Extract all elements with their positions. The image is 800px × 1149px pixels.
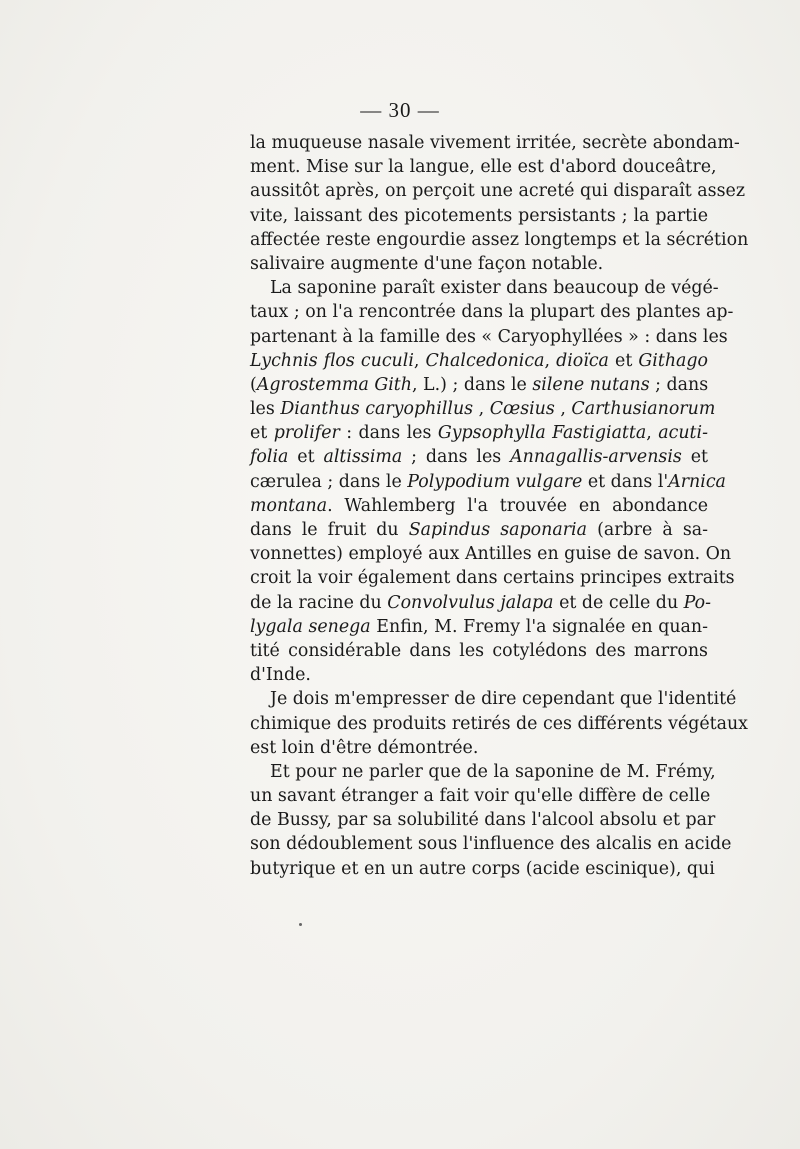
text-line: aussitôt après, on perçoit une acreté qui disparaît assez: [250, 181, 745, 202]
text-line: Je dois m'empresser de dire cependant que l'identité: [270, 689, 737, 710]
text-line: montana. Wahlemberg l'a trouvée en abondance: [250, 495, 708, 516]
text-line: ment. Mise sur la langue, elle est d'abord douceâtre,: [250, 157, 717, 178]
text-line: (Agrostemma Gith, L.) ; dans le silene nutans ; dans: [250, 374, 709, 395]
text-line: La saponine paraît exister dans beaucoup de végé-: [270, 278, 719, 299]
text-line: affectée reste engourdie assez longtemps et la sécrétion: [250, 229, 749, 250]
text-line: de la racine du Convolvulus jalapa et de celle du Po-: [250, 592, 712, 613]
text-line: est loin d'être démontrée.: [250, 737, 479, 758]
text-line: un savant étranger a fait voir qu'elle diffère de celle: [250, 786, 711, 807]
text-line: dans le fruit du Sapindus saponaria (arbre à sa-: [250, 520, 709, 540]
text-line: lygala senega Enfin, M. Fremy l'a signalée en quan-: [250, 616, 708, 637]
text-line: cærulea ; dans le Polypodium vulgare et dans l'Arnica: [250, 471, 726, 492]
text-line: taux ; on l'a rencontrée dans la plupart des plantes ap-: [250, 302, 734, 323]
text-line: son dédoublement sous l'influence des alcalis en acide: [250, 834, 732, 855]
text-line: croit la voir également dans certains principes extraits: [250, 568, 735, 589]
text-line: tité considérable dans les cotylédons des marrons: [250, 640, 708, 661]
text-line: et prolifer : dans les Gypsophylla Fastigiatta, acuti-: [250, 423, 708, 444]
text-line: folia et altissima ; dans les Annagallis-arvensis et: [250, 447, 709, 468]
text-line: les Dianthus caryophillus , Cœsius , Carthusianorum: [250, 399, 716, 420]
text-line: Et pour ne parler que de la saponine de M. Frémy,: [270, 761, 716, 782]
text-line: Lychnis flos cuculi, Chalcedonica, dioïca et Githago: [250, 350, 709, 371]
text-line: d'Inde.: [250, 665, 311, 686]
text-line: vonnettes) employé aux Antilles en guise de savon. On: [250, 544, 732, 565]
text-line: vite, laissant des picotements persistants ; la partie: [250, 205, 708, 226]
text-line: salivaire augmente d'une façon notable.: [250, 253, 604, 274]
text-line: butyrique et en un autre corps (acide escinique), qui: [250, 858, 715, 879]
page-number: — 30 —: [360, 98, 440, 122]
text-line: chimique des produits retirés de ces différents végétaux: [250, 713, 748, 734]
text-line: partenant à la famille des « Caryophyllées » : dans les: [250, 326, 728, 347]
body-text: [250, 131, 749, 881]
text-line: la muqueuse nasale vivement irritée, secrète abondam-: [250, 133, 740, 153]
text-line: de Bussy, par sa solubilité dans l'alcool absolu et par: [250, 810, 716, 831]
ink-speck: [299, 923, 302, 926]
